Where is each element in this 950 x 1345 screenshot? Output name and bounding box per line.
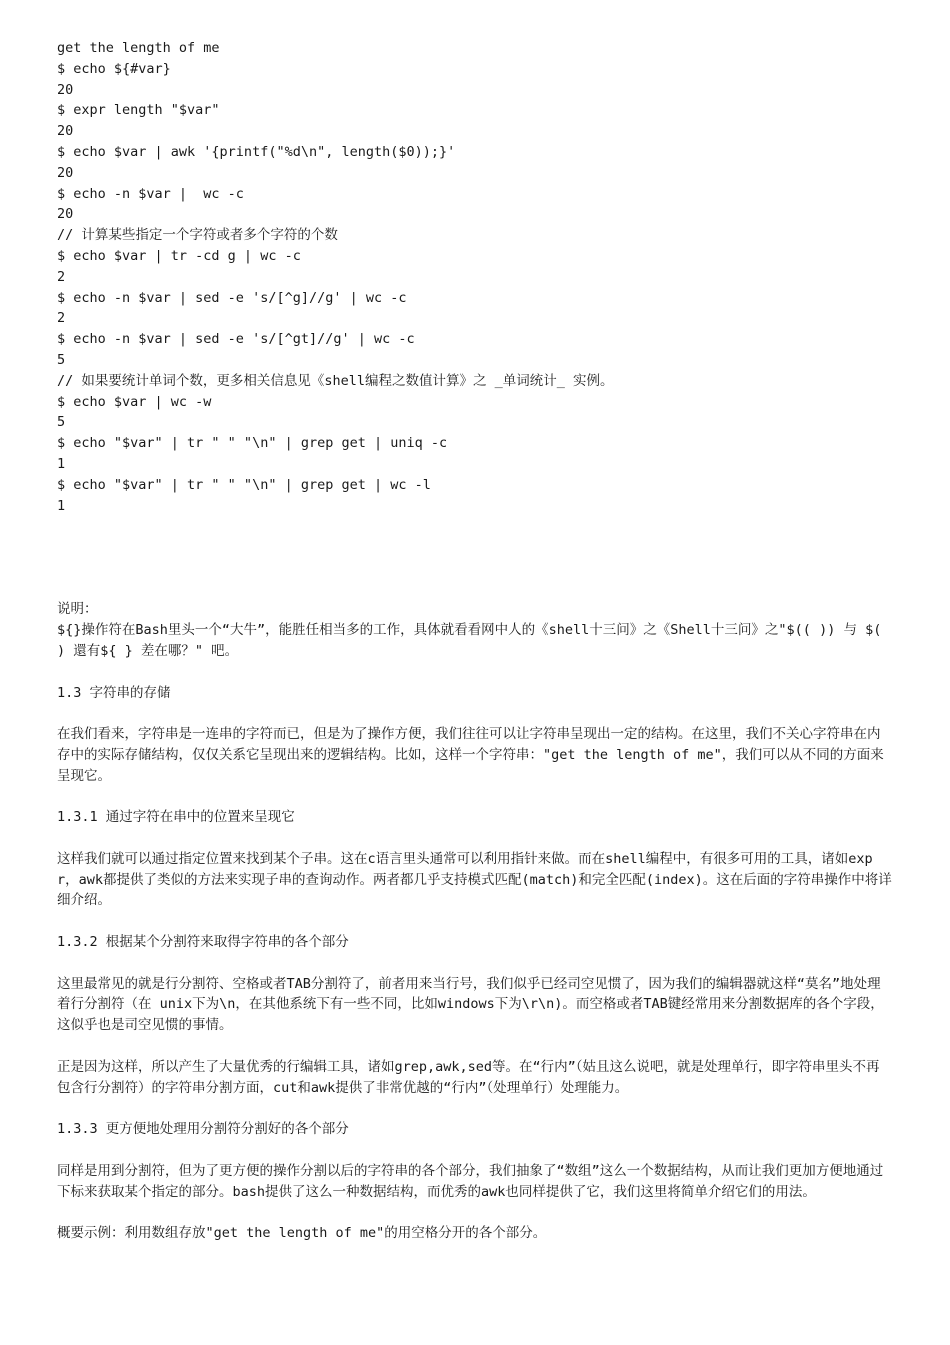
paragraph: 同样是用到分割符，但为了更方便的操作分割以后的字符串的各个部分，我们抽象了“数组”这么一个数据结构，从而让我们更加方便地通过下标来获取某个指定的部分。bash提供了这么一种数据结构，而优秀的awk也同样提供了它，我们这里将简单介绍它们的用法。 bbox=[57, 1162, 884, 1200]
code-line: $ expr length "$var" bbox=[57, 102, 220, 119]
blank-gap bbox=[57, 516, 893, 599]
section-heading: 1.3.3 更方便地处理用分割符分割好的各个部分 bbox=[57, 1121, 349, 1138]
code-comment: // 如果要统计单词个数，更多相关信息见《shell编程之数值计算》之 _单词统计_ 实例。 bbox=[57, 372, 614, 389]
code-line: $ echo "$var" | tr " " "\n" | grep get | uniq -c bbox=[57, 435, 448, 452]
document-page bbox=[57, 38, 893, 1244]
code-line: $ echo $var | awk '{printf("%d\n", length($0));}' bbox=[57, 143, 456, 160]
code-line: 2 bbox=[57, 268, 66, 285]
code-line: 20 bbox=[57, 123, 74, 140]
note-label: 说明： bbox=[57, 601, 98, 618]
code-line: $ echo -n $var | wc -c bbox=[57, 185, 244, 202]
paragraph: 这样我们就可以通过指定位置来找到某个子串。这在c语言里头通常可以利用指针来做。而在shell编程中，有很多可用的工具，诸如expr，awk都提供了类似的方法来实现子串的查询动作。两者都几乎支持模式匹配(match)和完全匹配(index)。这在后面的字符串操作中将详细介绍。 bbox=[57, 850, 892, 909]
spacer bbox=[57, 703, 893, 724]
code-line: get the length of me bbox=[57, 40, 220, 56]
code-line: $ echo -n $var | sed -e 's/[^g]//g' | wc -c bbox=[57, 289, 407, 306]
code-line: 5 bbox=[57, 351, 66, 368]
section-heading: 1.3 字符串的存储 bbox=[57, 684, 171, 701]
paragraph: 正是因为这样，所以产生了大量优秀的行编辑工具，诸如grep,awk,sed等。在“行内”（姑且这么说吧，就是处理单行，即字符串里头不再包含行分割符）的字符串分割方面，cut和awk提供了非常优越的“行内”（处理单行）处理能力。 bbox=[57, 1058, 880, 1096]
code-line: $ echo -n $var | sed -e 's/[^gt]//g' | wc -c bbox=[57, 331, 415, 348]
code-line: $ echo "$var" | tr " " "\n" | grep get | wc -l bbox=[57, 476, 431, 493]
code-line: 1 bbox=[57, 455, 66, 472]
code-line: $ echo $var | tr -cd g | wc -c bbox=[57, 247, 301, 264]
code-block bbox=[57, 38, 893, 516]
code-line: 1 bbox=[57, 497, 66, 514]
note-block bbox=[57, 599, 893, 661]
code-line: 5 bbox=[57, 414, 66, 431]
code-comment: // 计算某些指定一个字符或者多个字符的个数 bbox=[57, 227, 338, 244]
section-heading: 1.3.2 根据某个分割符来取得字符串的各个部分 bbox=[57, 934, 349, 951]
paragraph: 这里最常见的就是行分割符、空格或者TAB分割符了，前者用来当行号，我们似乎已经司空见惯了，因为我们的编辑器就这样“莫名”地处理着行分割符（在 unix下为\n，在其他系统下有一些不同，比如windows下为\r\n)。而空格或者TAB键经常用来分割数据库的各个字段，这似乎也是司空见惯的事情。 bbox=[57, 975, 884, 1034]
code-line: 20 bbox=[57, 206, 74, 223]
paragraph: 概要示例：利用数组存放"get the length of me"的用空格分开的各个部分。 bbox=[57, 1225, 547, 1242]
code-line: 20 bbox=[57, 81, 74, 98]
note-text: ${}操作符在Bash里头一个“大牛”，能胜任相当多的工作，具体就看看网中人的《shell十三问》之《Shell十三问》之"$(( )) 与 $( ) 還有${ } 差在哪？" 吧。 bbox=[57, 622, 882, 659]
code-line: $ echo ${#var} bbox=[57, 60, 171, 77]
section-heading: 1.3.1 通过字符在串中的位置来呈现它 bbox=[57, 809, 295, 826]
code-line: 20 bbox=[57, 164, 74, 181]
spacer bbox=[57, 828, 893, 849]
spacer bbox=[57, 1140, 893, 1161]
paragraph: 在我们看来，字符串是一连串的字符而已，但是为了操作方便，我们往往可以让字符串呈现出一定的结构。在这里，我们不关心字符串在内存中的实际存储结构，仅仅关系它呈现出来的逻辑结构。比如，这样一个字符串："get the length of me"，我们可以从不同的方面来呈现它。 bbox=[57, 726, 884, 784]
spacer bbox=[57, 953, 893, 974]
code-line: 2 bbox=[57, 310, 66, 327]
code-line: $ echo $var | wc -w bbox=[57, 393, 212, 410]
